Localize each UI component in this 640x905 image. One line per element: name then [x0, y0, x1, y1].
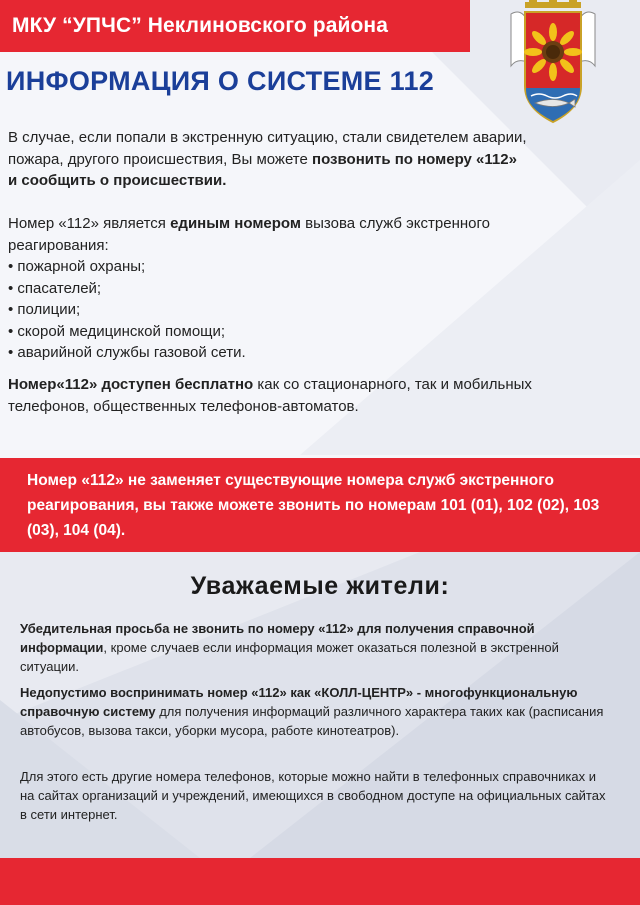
free-bold: Номер«112» доступен бесплатно [8, 376, 254, 393]
list-item: • пожарной охраны; [8, 258, 146, 275]
residents-p3-text: Для этого есть другие номера телефонов, которые можно найти в телефонных справочниках и на сайтах организаций и учреждений, имеющихся в свободном доступе на официальных сайтах в сети интернет. [20, 769, 606, 822]
unified-rest: вызова служб экстренного реагирования: [8, 215, 490, 254]
page-title: ИНФОРМАЦИЯ О СИСТЕМЕ 112 [6, 66, 435, 96]
unified-lead: Номер «112» является [8, 215, 171, 232]
unified-bold: единым номером [170, 215, 301, 232]
residents-paragraph-3 [20, 767, 610, 824]
notice-band [0, 458, 640, 552]
residents-p2-bold: Недопустимо воспринимать номер «112» как «КОЛЛ-ЦЕНТР» - многофункциональную справочную систему [20, 685, 578, 719]
residents-paragraph-2 [20, 683, 610, 740]
list-item: • полиции; [8, 301, 81, 318]
list-item: • скорой медицинской помощи; [8, 322, 226, 340]
notice-text: Номер «112» не заменяет существующие номера служб экстренного реагирования, вы также можете звонить по номерам 101 (01), 102 (02), 103 (03), 104 (04). [27, 472, 600, 539]
residents-p1-bold: Убедительная просьба не звонить по номеру «112» для получения справочной информации [20, 621, 535, 655]
list-item: • аварийной службы газовой сети. [8, 344, 246, 361]
organization-name: МКУ “УПЧС” Неклиновского района [12, 14, 388, 37]
residents-paragraph-1 [20, 619, 610, 676]
intro-bold-text: позвонить по номеру «112» и сообщить о происшествии. [8, 150, 517, 189]
unified-number-paragraph [8, 213, 568, 364]
free-call-paragraph [8, 374, 608, 417]
intro-paragraph [8, 127, 528, 192]
residents-p1-rest: , кроме случаев если информация может оказаться полезной в экстренной ситуации. [20, 640, 559, 674]
free-rest: как со стационарного, так и мобильных телефонов, общественных телефонов-автоматов. [8, 376, 532, 415]
residents-p2-rest: для получения информаций различного характера таких как (расписания автобусов, вызова такси, уборки мусора, работе кинотеатров). [20, 704, 604, 738]
list-item: • спасателей; [8, 279, 102, 297]
intro-text: В случае, если попали в экстренную ситуацию, стали свидетелем аварии, пожара, другого происшествия, Вы можете [8, 129, 527, 168]
organization-banner [0, 0, 470, 52]
residents-heading: Уважаемые жители: [190, 572, 450, 600]
services-list [8, 256, 568, 364]
footer-band [0, 858, 640, 905]
coat-of-arms-icon [503, 0, 603, 128]
